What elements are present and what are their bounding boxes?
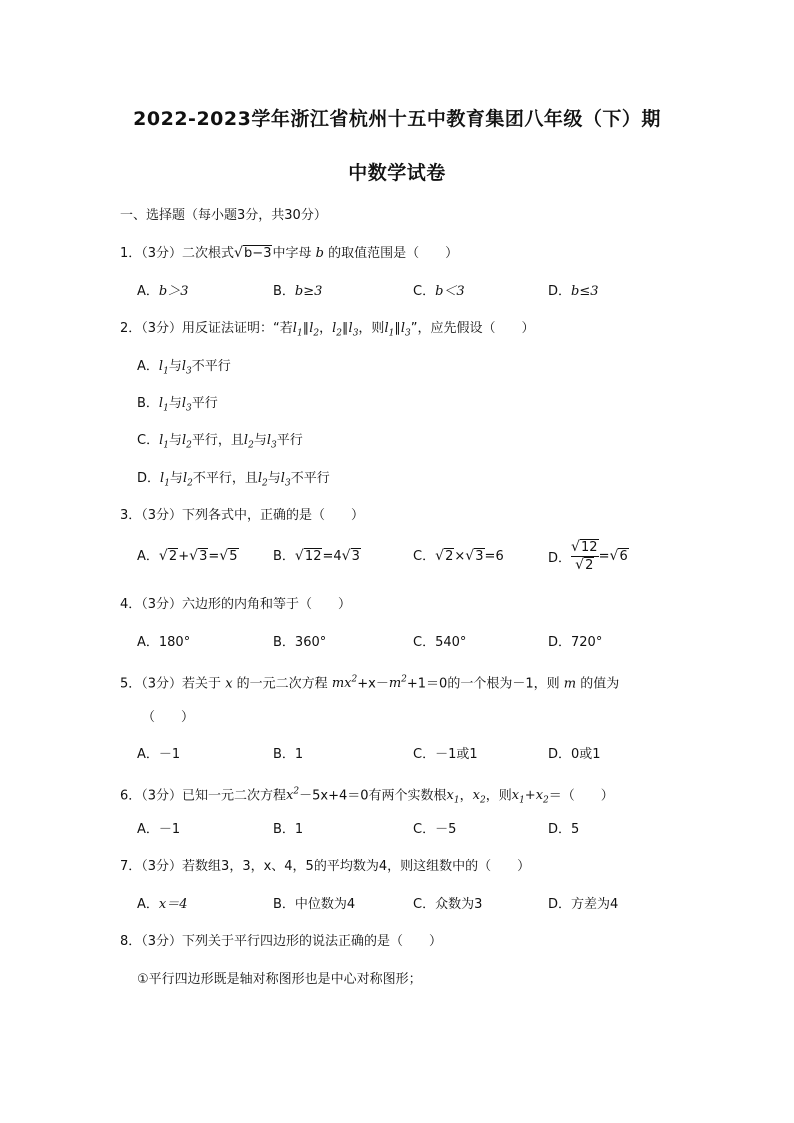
q5-option-d[interactable]: D．0或1: [548, 747, 601, 762]
q2-l2-a: $l_2$: [309, 321, 320, 339]
q2-c-t1: 平行，且: [191, 433, 244, 448]
q1-var: b: [315, 246, 324, 261]
q5-text-c: 的值为: [580, 676, 620, 692]
section-heading: 一、选择题（每小题3分，共30分）: [120, 208, 327, 223]
q2-d-l1: $l_1$: [160, 471, 170, 489]
q2-d-l2: $l_2$: [182, 471, 193, 489]
q2-c-and2: 与: [253, 433, 267, 448]
q5-eq-tail: +1＝0的一个根为－1，则: [406, 676, 560, 692]
q2-c-t2: 平行: [276, 433, 303, 448]
q2-text-a: 2．（3分）用反证法证明：“若: [120, 321, 293, 336]
q2-option-c[interactable]: [137, 432, 303, 455]
q3-option-d[interactable]: [548, 540, 629, 573]
q5-paren: （ ）: [142, 710, 195, 725]
q1-middle: 中字母: [272, 246, 312, 261]
q6-option-c[interactable]: C．－5: [413, 822, 457, 837]
q5-option-a[interactable]: A．－1: [137, 747, 181, 762]
q3-c-eq: =6: [484, 549, 504, 564]
q1-d-text: b≤3: [571, 284, 599, 299]
q3-c-sqrt2: √ 2: [435, 548, 454, 566]
q7-option-a[interactable]: [137, 896, 188, 914]
q2-c-l2: $l_2$: [182, 433, 192, 451]
q2-d-l2b: $l_2$: [257, 471, 268, 489]
q3-c-sqrt3: √ 3: [465, 548, 484, 566]
q2-l3-a: $l_3$: [348, 321, 359, 339]
q7-a-text: x＝4: [158, 897, 188, 912]
q1-option-c[interactable]: [413, 283, 465, 301]
q3-b-eq: =4: [322, 549, 342, 564]
q2-l1-a: $l_1$: [292, 321, 303, 339]
q2-c-and1: 与: [168, 433, 182, 448]
question-1: [120, 245, 458, 263]
q6-root1: $x_1$: [446, 788, 460, 806]
q2-c-label: C．: [137, 433, 160, 448]
q2-a-l3: $l_3$: [181, 359, 192, 377]
q2-c-l2b: $l_2$: [243, 433, 254, 451]
q3-b-label: B．: [273, 549, 295, 564]
q2-b-text: 平行: [191, 396, 218, 411]
q8-statement-1: ①平行四边形既是轴对称图形也是中心对称图形；: [137, 972, 422, 987]
q1-option-a[interactable]: [137, 283, 189, 301]
q3-option-c[interactable]: C．√ 2×√ 3=6: [413, 548, 504, 566]
q7-option-b[interactable]: B．中位数为4: [273, 897, 356, 912]
q7-option-d[interactable]: D．方差为4: [548, 897, 619, 912]
question-8: 8．（3分）下列关于平行四边形的说法正确的是（ ）: [120, 934, 443, 949]
q2-option-b[interactable]: [137, 395, 218, 418]
q2-d-t2: 不平行: [290, 471, 330, 486]
q4-option-c[interactable]: C．540°: [413, 635, 467, 650]
q3-option-b[interactable]: [273, 548, 361, 566]
q3-a-sqrt5: √ 5: [219, 548, 238, 566]
q2-a-and: 与: [168, 359, 182, 374]
q6-text-c: ＝（ ）: [548, 788, 614, 804]
q2-l1-b: $l_1$: [384, 321, 395, 339]
question-5: [120, 671, 619, 693]
q3-option-a[interactable]: A．√ 2+√ 3=√ 5: [137, 548, 239, 566]
q6-text-b: ，则: [485, 788, 512, 804]
q1-a-text: b＞3: [158, 284, 189, 299]
q3-a-label: A．: [137, 549, 159, 564]
q6-root2: $x_2$: [472, 788, 486, 806]
q5-m: m: [563, 676, 577, 692]
q1-c-label: C．: [413, 284, 436, 299]
q2-b-l3: $l_3$: [181, 396, 192, 414]
q2-d-l3: $l_3$: [280, 471, 291, 489]
q5-eq-plus-x: +x－: [357, 676, 389, 692]
q2-d-label: D．: [137, 471, 161, 486]
exam-title-line2: 中数学试卷: [348, 162, 446, 184]
exam-title-line1: 2022-2023学年浙江省杭州十五中教育集团八年级（下）期: [133, 108, 661, 130]
q2-l3-b: $l_3$: [400, 321, 411, 339]
q3-d-eq: =: [598, 549, 610, 564]
q2-d-and1: 与: [169, 471, 183, 486]
q2-l2-b: $l_2$: [332, 321, 343, 339]
q6-x2: $x^2$: [286, 787, 300, 804]
q6-option-a[interactable]: A．－1: [137, 822, 181, 837]
q3-b-sqrt3: √ 3: [342, 548, 361, 566]
q2-text-b: ，则: [358, 321, 385, 336]
q4-option-b[interactable]: B．360°: [273, 635, 327, 650]
q3-b-sqrt12: √ 12: [295, 548, 323, 566]
q6-sum: $x_1+x_2$: [511, 788, 549, 806]
q5-option-c[interactable]: C．－1或1: [413, 747, 478, 762]
q1-option-b[interactable]: [273, 283, 322, 301]
q2-a-text: 不平行: [191, 359, 231, 374]
q3-a-eq: =: [208, 549, 220, 564]
q1-suffix: 的取值范围是（ ）: [328, 246, 459, 261]
q2-text-c: ”，应先假设（ ）: [410, 321, 535, 336]
q5-option-b[interactable]: B．1: [273, 747, 304, 762]
q3-d-sqrt6: √ 6: [609, 549, 628, 564]
q1-radical: [234, 245, 272, 263]
q3-c-label: C．: [413, 549, 436, 564]
q5-x: x: [225, 676, 233, 692]
q6-option-d[interactable]: D．5: [548, 822, 580, 837]
question-3: 3．（3分）下列各式中，正确的是（ ）: [120, 508, 365, 523]
q2-b-label: B．: [137, 396, 159, 411]
q2-b-and: 与: [168, 396, 182, 411]
q2-option-a[interactable]: [137, 358, 231, 381]
q5-text-a: 5．（3分）若关于: [120, 676, 222, 692]
q3-a-sqrt2: √ 2: [159, 548, 178, 566]
q1-b-text: b≥3: [294, 284, 323, 299]
q4-option-a[interactable]: A．180°: [137, 635, 191, 650]
q5-eq-mx2: $mx^2$: [331, 675, 358, 692]
q2-c-l1: $l_1$: [159, 433, 169, 451]
q5-eq-m2: $m^2$: [388, 675, 407, 692]
q1-a-label: A．: [137, 284, 159, 299]
question-6: 6．（3分）已知一元二次方程$x^2-5x+4=0$有两个实数根$x_1$，$x_2$，则$x_1+x_2=$（ ）: [120, 787, 614, 806]
q6-option-b[interactable]: B．1: [273, 822, 304, 837]
q1-b-label: B．: [273, 284, 295, 299]
q3-d-label: D．: [548, 551, 572, 566]
q6-text-a: 6．（3分）已知一元二次方程: [120, 788, 287, 804]
q2-a-label: A．: [137, 359, 159, 374]
q1-d-label: D．: [548, 284, 572, 299]
q4-option-d[interactable]: D．720°: [548, 635, 603, 650]
q6-eq: －5x+4＝0有两个实数根: [299, 788, 447, 804]
question-4: 4．（3分）六边形的内角和等于（ ）: [120, 597, 352, 612]
q2-option-d[interactable]: [137, 470, 330, 493]
q7-a-label: A．: [137, 897, 159, 912]
q5-text-b: 的一元二次方程: [236, 676, 328, 692]
q1-c-text: b＜3: [435, 284, 465, 299]
q3-a-sqrt3: √ 3: [189, 548, 208, 566]
q1-radicand: b−3: [244, 246, 272, 261]
q2-b-l1: $l_1$: [158, 396, 169, 414]
q2-a-l1: $l_1$: [158, 359, 169, 377]
q2-d-and2: 与: [267, 471, 281, 486]
question-7: 7．（3分）若数组3，3，x、4，5的平均数为4，则这组数中的（ ）: [120, 859, 531, 874]
q1-prefix: 1．（3分）二次根式: [120, 246, 235, 261]
q2-c-l3: $l_3$: [266, 433, 277, 451]
question-2: 2．（3分）用反证法证明：“若$l_1\parallel l_2$，$l_2\parallel l_3$，则$l_1\parallel l_3$”，应先假设（ ）: [120, 321, 535, 339]
q3-d-fraction: √ 12 √ 2: [571, 540, 599, 573]
q7-option-c[interactable]: C．众数为3: [413, 897, 483, 912]
q2-d-t1: 不平行，且: [192, 471, 258, 486]
q2-comma: ，: [319, 321, 333, 336]
q1-option-d[interactable]: [548, 283, 599, 301]
